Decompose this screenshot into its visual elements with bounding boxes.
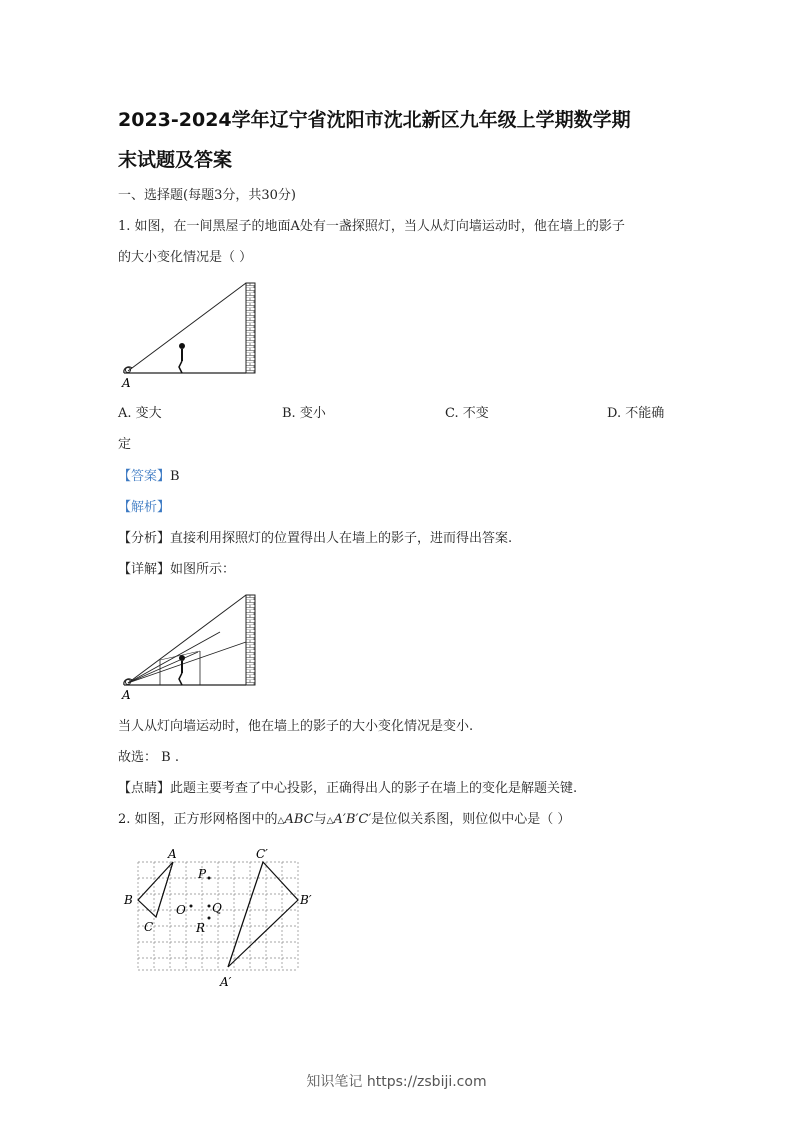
label-q: Q bbox=[212, 901, 222, 915]
point-p bbox=[208, 877, 211, 880]
q1-solution-figure bbox=[118, 590, 263, 702]
ray-3 bbox=[128, 642, 246, 683]
label-r: R bbox=[196, 921, 206, 935]
ray-2 bbox=[128, 632, 220, 683]
point-q bbox=[208, 905, 211, 908]
lamp-icon bbox=[124, 367, 132, 373]
label-c: C bbox=[144, 920, 154, 934]
q1-option-c: C. 不变 bbox=[445, 406, 489, 421]
q1-xiangjie bbox=[118, 561, 235, 579]
ray-1 bbox=[128, 595, 246, 683]
fenxi-text: 直接利用探照灯的位置得出人在墙上的影子，进而得出答案. bbox=[170, 531, 513, 546]
label-c-prime: C′ bbox=[256, 847, 268, 861]
q2-stem-prefix: 2. 如图，正方形网格图中的 bbox=[118, 812, 278, 827]
answer-tag: 【答案】 bbox=[118, 469, 171, 484]
title-line-1: 2023-2024学年辽宁省沈阳市沈北新区九年级上学期数学期 bbox=[118, 109, 631, 131]
label-o: O bbox=[176, 903, 186, 917]
point-r bbox=[208, 917, 211, 920]
q2-tri1: ABC bbox=[284, 812, 314, 827]
footer-watermark: 知识笔记 https://zsbiji.com bbox=[306, 1074, 487, 1090]
xiangjie-tag: 【详解】 bbox=[118, 562, 171, 577]
q1-guxuan: 故选： B . bbox=[118, 750, 179, 765]
label-p: P bbox=[198, 867, 207, 881]
q1-option-d-cont: 定 bbox=[118, 437, 132, 452]
fenxi-tag: 【分析】 bbox=[118, 531, 171, 546]
q1-stem-line-1: 1. 如图，在一间黑屋子的地面A处有一盏探照灯，当人从灯向墙运动时，他在墙上的影子 bbox=[118, 219, 625, 234]
q2-tri2: A′B′C′ bbox=[333, 812, 372, 827]
q2-stem: 2. 如图，正方形网格图中的△ABC与△A′B′C′是位似关系图，则位似中心是（ ） bbox=[118, 812, 571, 827]
q1-option-b: B. 变小 bbox=[282, 406, 326, 421]
point-o bbox=[190, 905, 193, 908]
dianjing-text: 此题主要考查了中心投影，正确得出人的影子在墙上的变化是解题关键. bbox=[170, 781, 578, 796]
light-ray bbox=[128, 283, 246, 371]
fig1-label-a: A bbox=[122, 376, 131, 390]
q1-stem-line-2: 的大小变化情况是（ ） bbox=[118, 250, 253, 265]
q1-dianjing bbox=[118, 780, 577, 798]
q2-grid-figure bbox=[118, 842, 318, 992]
analysis-tag: 【解析】 bbox=[118, 500, 171, 515]
label-b: B bbox=[124, 893, 133, 907]
label-a: A bbox=[168, 847, 177, 861]
q1-answer bbox=[118, 468, 180, 486]
q1-option-a: A. 变大 bbox=[118, 406, 162, 421]
dianjing-tag: 【点睛】 bbox=[118, 781, 171, 796]
brick-wall bbox=[246, 283, 255, 373]
q1-option-d: D. 不能确 bbox=[607, 406, 665, 421]
person-icon bbox=[179, 655, 185, 685]
answer-value: B bbox=[170, 469, 180, 484]
triangle-abc bbox=[138, 862, 173, 917]
q1-figure bbox=[118, 278, 263, 390]
person-icon bbox=[179, 343, 185, 373]
fig2-label-a: A bbox=[122, 688, 131, 702]
section-heading: 一、选择题(每题3分，共30分) bbox=[118, 188, 296, 203]
grid-lines bbox=[138, 862, 298, 970]
xiangjie-text: 如图所示： bbox=[170, 562, 236, 577]
lamp-icon bbox=[124, 679, 132, 685]
q2-mid: 与 bbox=[313, 812, 327, 827]
q1-fenxi bbox=[118, 530, 512, 548]
label-b-prime: B′ bbox=[300, 893, 312, 907]
label-a-prime: A′ bbox=[220, 975, 232, 989]
q1-conclusion: 当人从灯向墙运动时，他在墙上的影子的大小变化情况是变小. bbox=[118, 719, 474, 734]
title-line-2: 末试题及答案 bbox=[118, 149, 233, 171]
document-title bbox=[118, 100, 678, 180]
q2-stem-suffix: 是位似关系图，则位似中心是（ ） bbox=[371, 812, 571, 827]
